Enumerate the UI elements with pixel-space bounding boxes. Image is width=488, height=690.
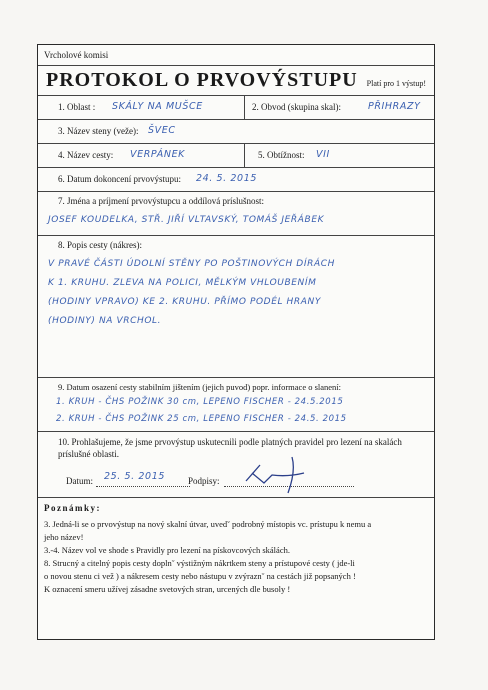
datum-label: 6. Datum dokoncení prvovýstupu: bbox=[58, 174, 181, 184]
note-line: 3. Jedná-li se o prvovýstup na nový skalní útvar, uvedˇ podrobný místopis vc. prístupu k nemu a bbox=[44, 519, 372, 529]
datum2-value: 25. 5. 2015 bbox=[104, 471, 165, 482]
notes-section bbox=[38, 497, 434, 639]
row-jmena bbox=[38, 191, 434, 236]
jmena-value: JOSEF KOUDELKA, STŘ. JIŘÍ VLTAVSKÝ, TOMÁŠ JEŘÁBEK bbox=[48, 215, 325, 225]
note-line: 8. Strucný a citelný popis cesty doplnˇ výstižným nákrtkem steny a prístupové cesty ( jde-li bbox=[44, 558, 355, 568]
popis-line: K 1. KRUHU. ZLEVA NA POLICI, MĚLKÝM VHLOUBENÍM bbox=[48, 278, 317, 288]
row-datum bbox=[38, 167, 434, 192]
notes-title: Poznámky: bbox=[44, 503, 101, 513]
popis-line: (HODINY) NA VRCHOL. bbox=[48, 316, 162, 326]
signature-image bbox=[238, 451, 328, 495]
jisteni-line: 1. KRUH - ČHS POŽINK 30 cm, LEPENO FISCHER - 24.5.2015 bbox=[56, 397, 344, 407]
popis-line: V PRAVÉ ČÁSTI ÚDOLNÍ STĚNY PO POŠTINOVÝCH DÍRÁCH bbox=[48, 259, 335, 269]
datum-value: 24. 5. 2015 bbox=[196, 173, 257, 184]
row-oblast bbox=[38, 95, 434, 120]
obtiznost-label: 5. Obtížnost: bbox=[258, 150, 305, 160]
stena-value: ŠVEC bbox=[148, 125, 176, 136]
validity-note: Platí pro 1 výstup! bbox=[366, 79, 426, 88]
note-line: jeho název! bbox=[44, 532, 84, 542]
title-row bbox=[38, 65, 434, 96]
note-line: K oznacení smeru užívej zásadne svetových stran, urcených dle busoly ! bbox=[44, 584, 291, 594]
row-cesta bbox=[38, 143, 434, 168]
oblast-value: SKÁLY NA MUŠCE bbox=[112, 101, 203, 112]
cesta-value: VERPÁNEK bbox=[130, 149, 185, 160]
podpisy-label: Podpisy: bbox=[188, 476, 220, 486]
protocol-form bbox=[37, 44, 435, 640]
obvod-label: 2. Obvod (skupina skal): bbox=[252, 102, 341, 112]
jisteni-label: 9. Datum osazení cesty stabilním jištením (jejich puvod) popr. informace o slanení: bbox=[58, 382, 342, 392]
org-row bbox=[38, 45, 434, 66]
jisteni-line: 2. KRUH - ČHS POŽINK 25 cm, LEPENO FISCHER - 24.5. 2015 bbox=[56, 414, 347, 424]
row-prohlaseni bbox=[38, 431, 434, 498]
org-label: Vrcholové komisi bbox=[44, 50, 109, 60]
popis-label: 8. Popis cesty (nákres): bbox=[58, 240, 142, 250]
page-title: PROTOKOL O PRVOVÝSTUPU bbox=[46, 69, 358, 91]
note-line: 3.-4. Název vol ve shode s Pravidly pro lezení na pískovcových skálách. bbox=[44, 545, 290, 555]
row-jisteni bbox=[38, 377, 434, 432]
row-stena bbox=[38, 119, 434, 144]
row-popis bbox=[38, 235, 434, 378]
prohlaseni-text: 10. Prohlašujeme, že jsme prvovýstup uskutecnili podle platných pravidel pro lezení na skalách príslušné oblasti. bbox=[58, 437, 402, 459]
oblast-label: 1. Oblast : bbox=[58, 102, 96, 112]
obtiznost-value: VII bbox=[316, 149, 330, 160]
stena-label: 3. Název steny (veže): bbox=[58, 126, 139, 136]
cesta-label: 4. Název cesty: bbox=[58, 150, 114, 160]
note-line: o novou stenu ci vež ) a nákresem cesty nebo nástupu v zvýraznˇ na cestách již popsaných ! bbox=[44, 571, 356, 581]
jmena-label: 7. Jména a príjmení prvovýstupcu a oddílová príslušnost: bbox=[58, 196, 264, 206]
popis-line: (HODINY VPRAVO) KE 2. KRUHU. PŘÍMO PODÉL HRANY bbox=[48, 297, 321, 307]
datum2-label: Datum: bbox=[66, 476, 93, 486]
obvod-value: PŘIHRAZY bbox=[368, 101, 421, 112]
